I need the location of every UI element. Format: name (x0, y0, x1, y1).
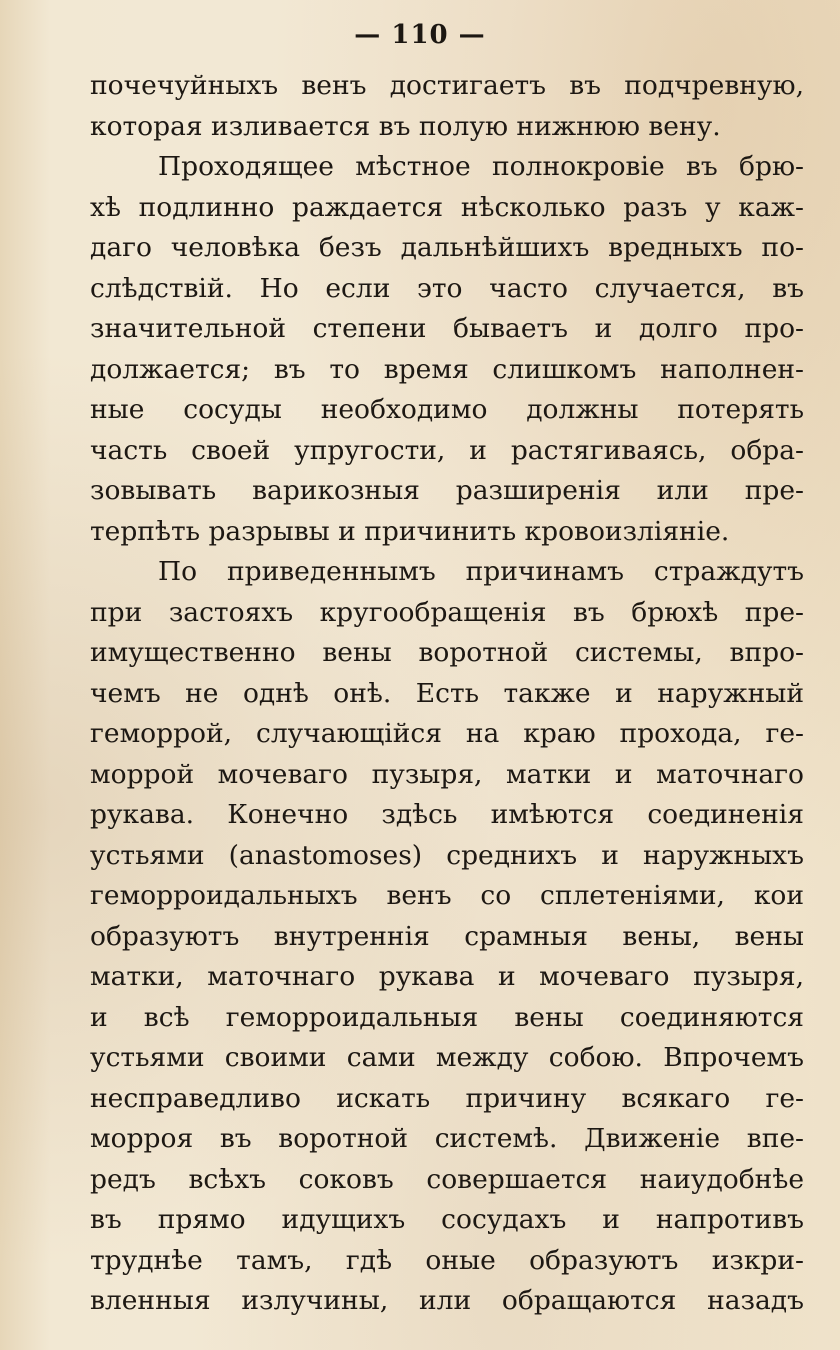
text-line: редъ всѣхъ соковъ совершается наиудобнѣе (90, 1163, 804, 1195)
text-line: рукава. Конечно здѣсь имѣются соединенія (90, 799, 804, 830)
text-line: имущественно вены воротной системы, впро- (90, 637, 804, 668)
text-line: при застояхъ кругообращенія въ брюхѣ пре- (90, 596, 804, 628)
body-text (90, 66, 804, 1322)
text-line: несправедливо искать причину всякаго ге- (90, 1082, 804, 1114)
text-line: устьями (anastomoses) среднихъ и наружныхъ (90, 839, 804, 871)
text-line: терпѣть разрывы и причинить кровоизліяніе. (90, 515, 730, 547)
text-line: должается; въ то время слишкомъ наполнен- (90, 353, 804, 385)
text-line: образуютъ внутреннія срамныя вены, вены (90, 920, 804, 952)
text-line: слѣдствій. Но если это часто случается, въ (90, 272, 804, 304)
text-line: геморрой, случающійся на краю прохода, ге- (90, 718, 804, 749)
text-line: зовывать варикозныя разширенія или пре- (90, 475, 804, 506)
text-line: вленныя излучины, или обращаются назадъ (90, 1285, 804, 1316)
paragraph-first-line: По приведеннымъ причинамъ страждутъ (158, 556, 804, 587)
text-line: ные сосуды необходимо должны потерять (90, 394, 804, 425)
text-line: и всѣ геморроидальныя вены соединяются (90, 1001, 804, 1033)
text-line: часть своей упругости, и растягиваясь, обра- (90, 434, 804, 466)
text-line: моррой мочеваго пузыря, матки и маточнаго (90, 758, 804, 790)
text-line: устьями своими сами между собою. Впрочемъ (90, 1042, 804, 1073)
text-line: въ прямо идущихъ сосудахъ и напротивъ (90, 1204, 804, 1235)
text-line: труднѣе тамъ, гдѣ оные образуютъ изкри- (90, 1244, 804, 1276)
text-line: геморроидальныхъ венъ со сплетеніями, кои (90, 880, 804, 911)
text-line: даго человѣка безъ дальнѣйшихъ вредныхъ по- (90, 232, 804, 263)
text-line: чемъ не однѣ онѣ. Есть также и наружный (90, 677, 804, 709)
text-line: морроя въ воротной системѣ. Движеніе впе- (90, 1123, 804, 1154)
text-line: которая изливается въ полую нижнюю вену. (90, 110, 721, 142)
text-line: хѣ подлинно раждается нѣсколько разъ у каж- (90, 191, 804, 223)
page-number: — 110 — (354, 20, 486, 50)
text-line: значительной степени бываетъ и долго про- (90, 313, 804, 344)
text-line: почечуйныхъ венъ достигаетъ въ подчревную, (90, 70, 804, 101)
paragraph-first-line: Проходящее мѣстное полнокровіе въ брю- (158, 151, 804, 182)
text-line: матки, маточнаго рукава и мочеваго пузыря, (90, 961, 804, 992)
